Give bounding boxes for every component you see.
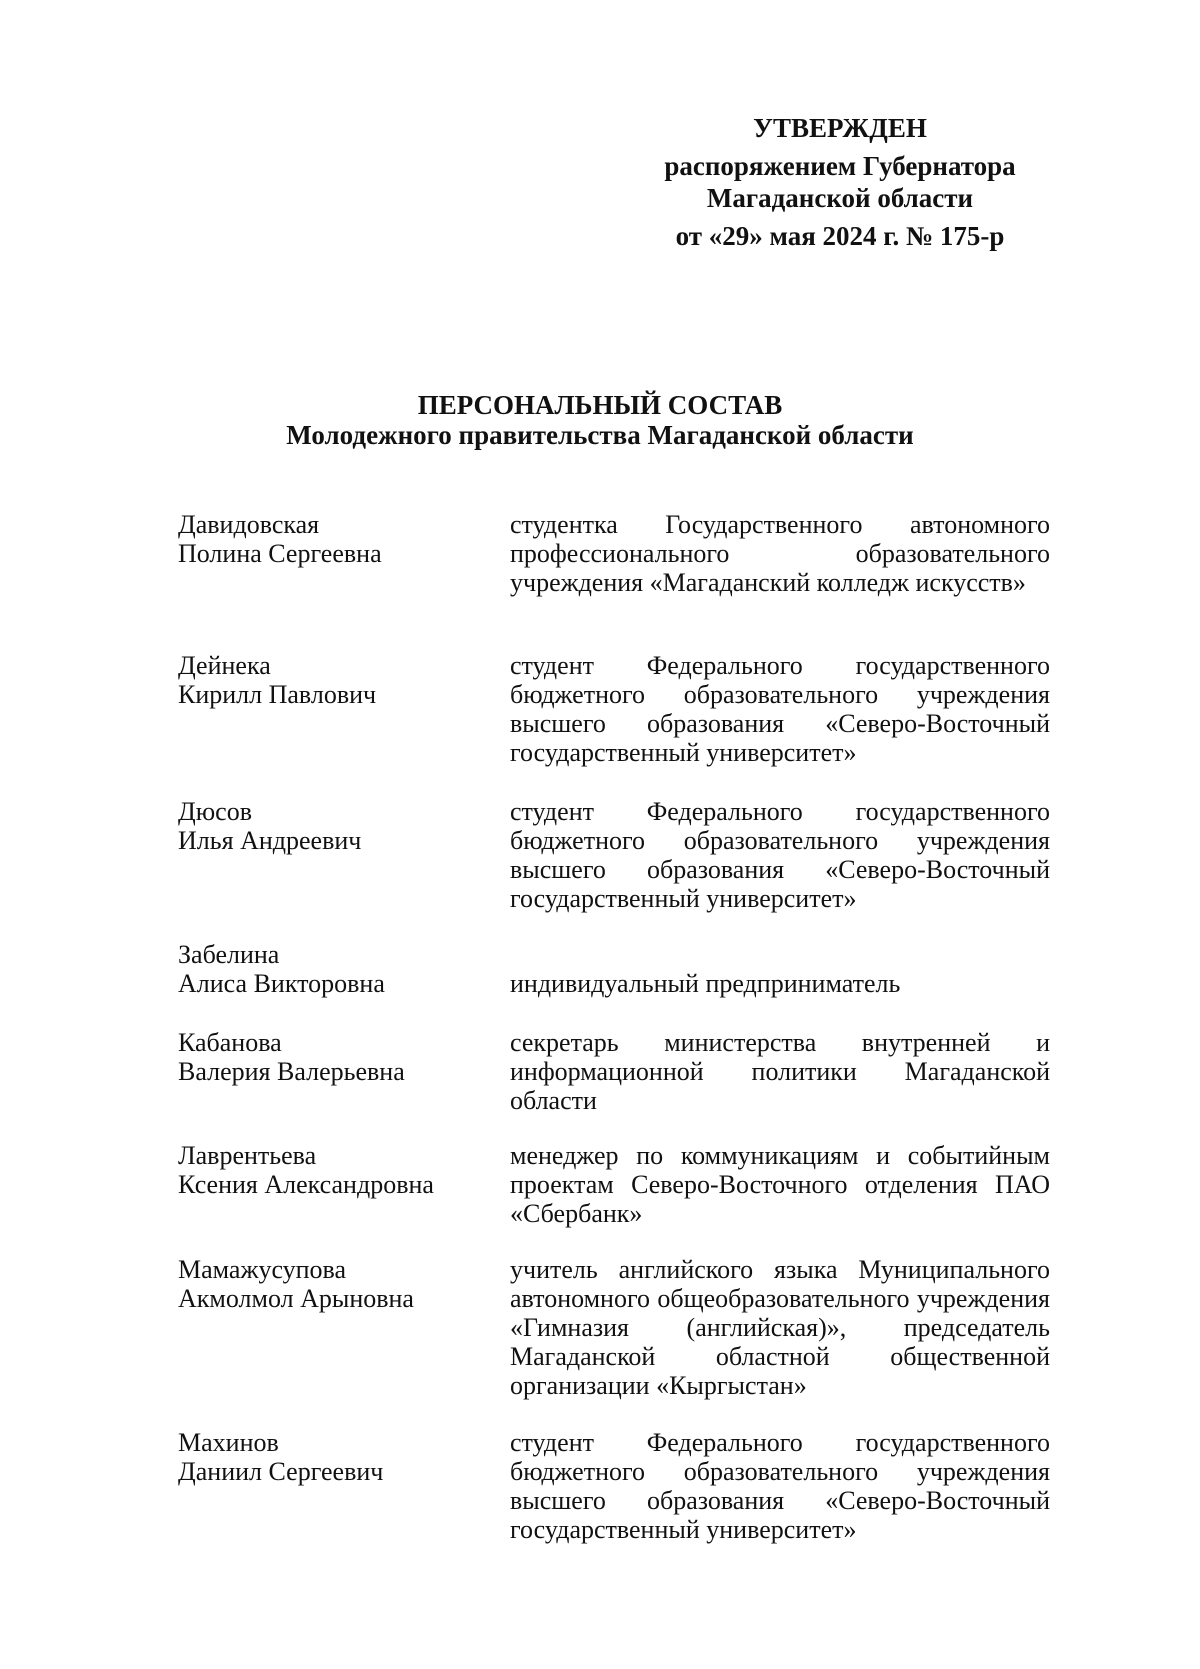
member-surname: Мамажусупова <box>178 1255 347 1284</box>
member-given-names: Илья Андреевич <box>178 826 362 855</box>
member-surname: Дейнека <box>178 651 271 680</box>
member-position: студент Федерального государственного бюджетного образовательного учреждения высшего образования «Северо-Восточный государственный университет» <box>510 651 1050 767</box>
member-name <box>178 510 478 568</box>
member-name <box>178 651 478 709</box>
member-position: индивидуальный предприниматель <box>510 969 901 998</box>
approval-order-number: от «29» мая 2024 г. № 175-р <box>675 221 1005 251</box>
member-position: учитель английского языка Муниципального автономного общеобразовательного учреждения «Гимназия (английская)», председатель Магаданской областной общественной организации «Кыргыстан» <box>510 1255 1050 1400</box>
title-line-1: ПЕРСОНАЛЬНЫЙ СОСТАВ <box>417 390 783 420</box>
member-position: менеджер по коммуникациям и событийным проектам Северо-Восточного отделения ПАО «Сбербанк» <box>510 1141 1050 1228</box>
approved-label: УТВЕРЖДЕН <box>753 113 927 143</box>
member-given-names: Ксения Александровна <box>178 1170 434 1199</box>
member-given-names: Алиса Викторовна <box>178 969 385 998</box>
approval-stamp <box>640 112 1040 252</box>
member-name <box>178 1428 478 1486</box>
member-surname: Кабанова <box>178 1028 282 1057</box>
member-name <box>178 1028 478 1086</box>
title-line-2: Молодежного правительства Магаданской области <box>286 420 914 450</box>
member-surname: Дюсов <box>178 797 252 826</box>
member-given-names: Валерия Валерьевна <box>178 1057 405 1086</box>
approval-authority: распоряжением Губернатора <box>664 151 1016 181</box>
member-surname: Забелина <box>178 940 280 969</box>
member-given-names: Полина Сергеевна <box>178 539 382 568</box>
member-given-names: Акмолмол Арыновна <box>178 1284 414 1313</box>
member-surname: Давидовская <box>178 510 320 539</box>
member-surname: Махинов <box>178 1428 279 1457</box>
document-title <box>0 390 1200 450</box>
member-name <box>178 1255 478 1313</box>
member-name <box>178 1141 478 1199</box>
member-given-names: Кирилл Павлович <box>178 680 377 709</box>
member-name <box>178 940 478 998</box>
member-surname: Лаврентьева <box>178 1141 317 1170</box>
member-given-names: Даниил Сергеевич <box>178 1457 384 1486</box>
member-position: студентка Государственного автономного профессионального образовательного учреждения «Магаданский колледж искусств» <box>510 510 1050 597</box>
approval-region: Магаданской области <box>706 183 974 213</box>
member-position: секретарь министерства внутренней и информационной политики Магаданской области <box>510 1028 1050 1115</box>
member-position: студент Федерального государственного бюджетного образовательного учреждения высшего образования «Северо-Восточный государственный университет» <box>510 797 1050 913</box>
member-name <box>178 797 478 855</box>
member-position: студент Федерального государственного бюджетного образовательного учреждения высшего образования «Северо-Восточный государственный университет» <box>510 1428 1050 1544</box>
